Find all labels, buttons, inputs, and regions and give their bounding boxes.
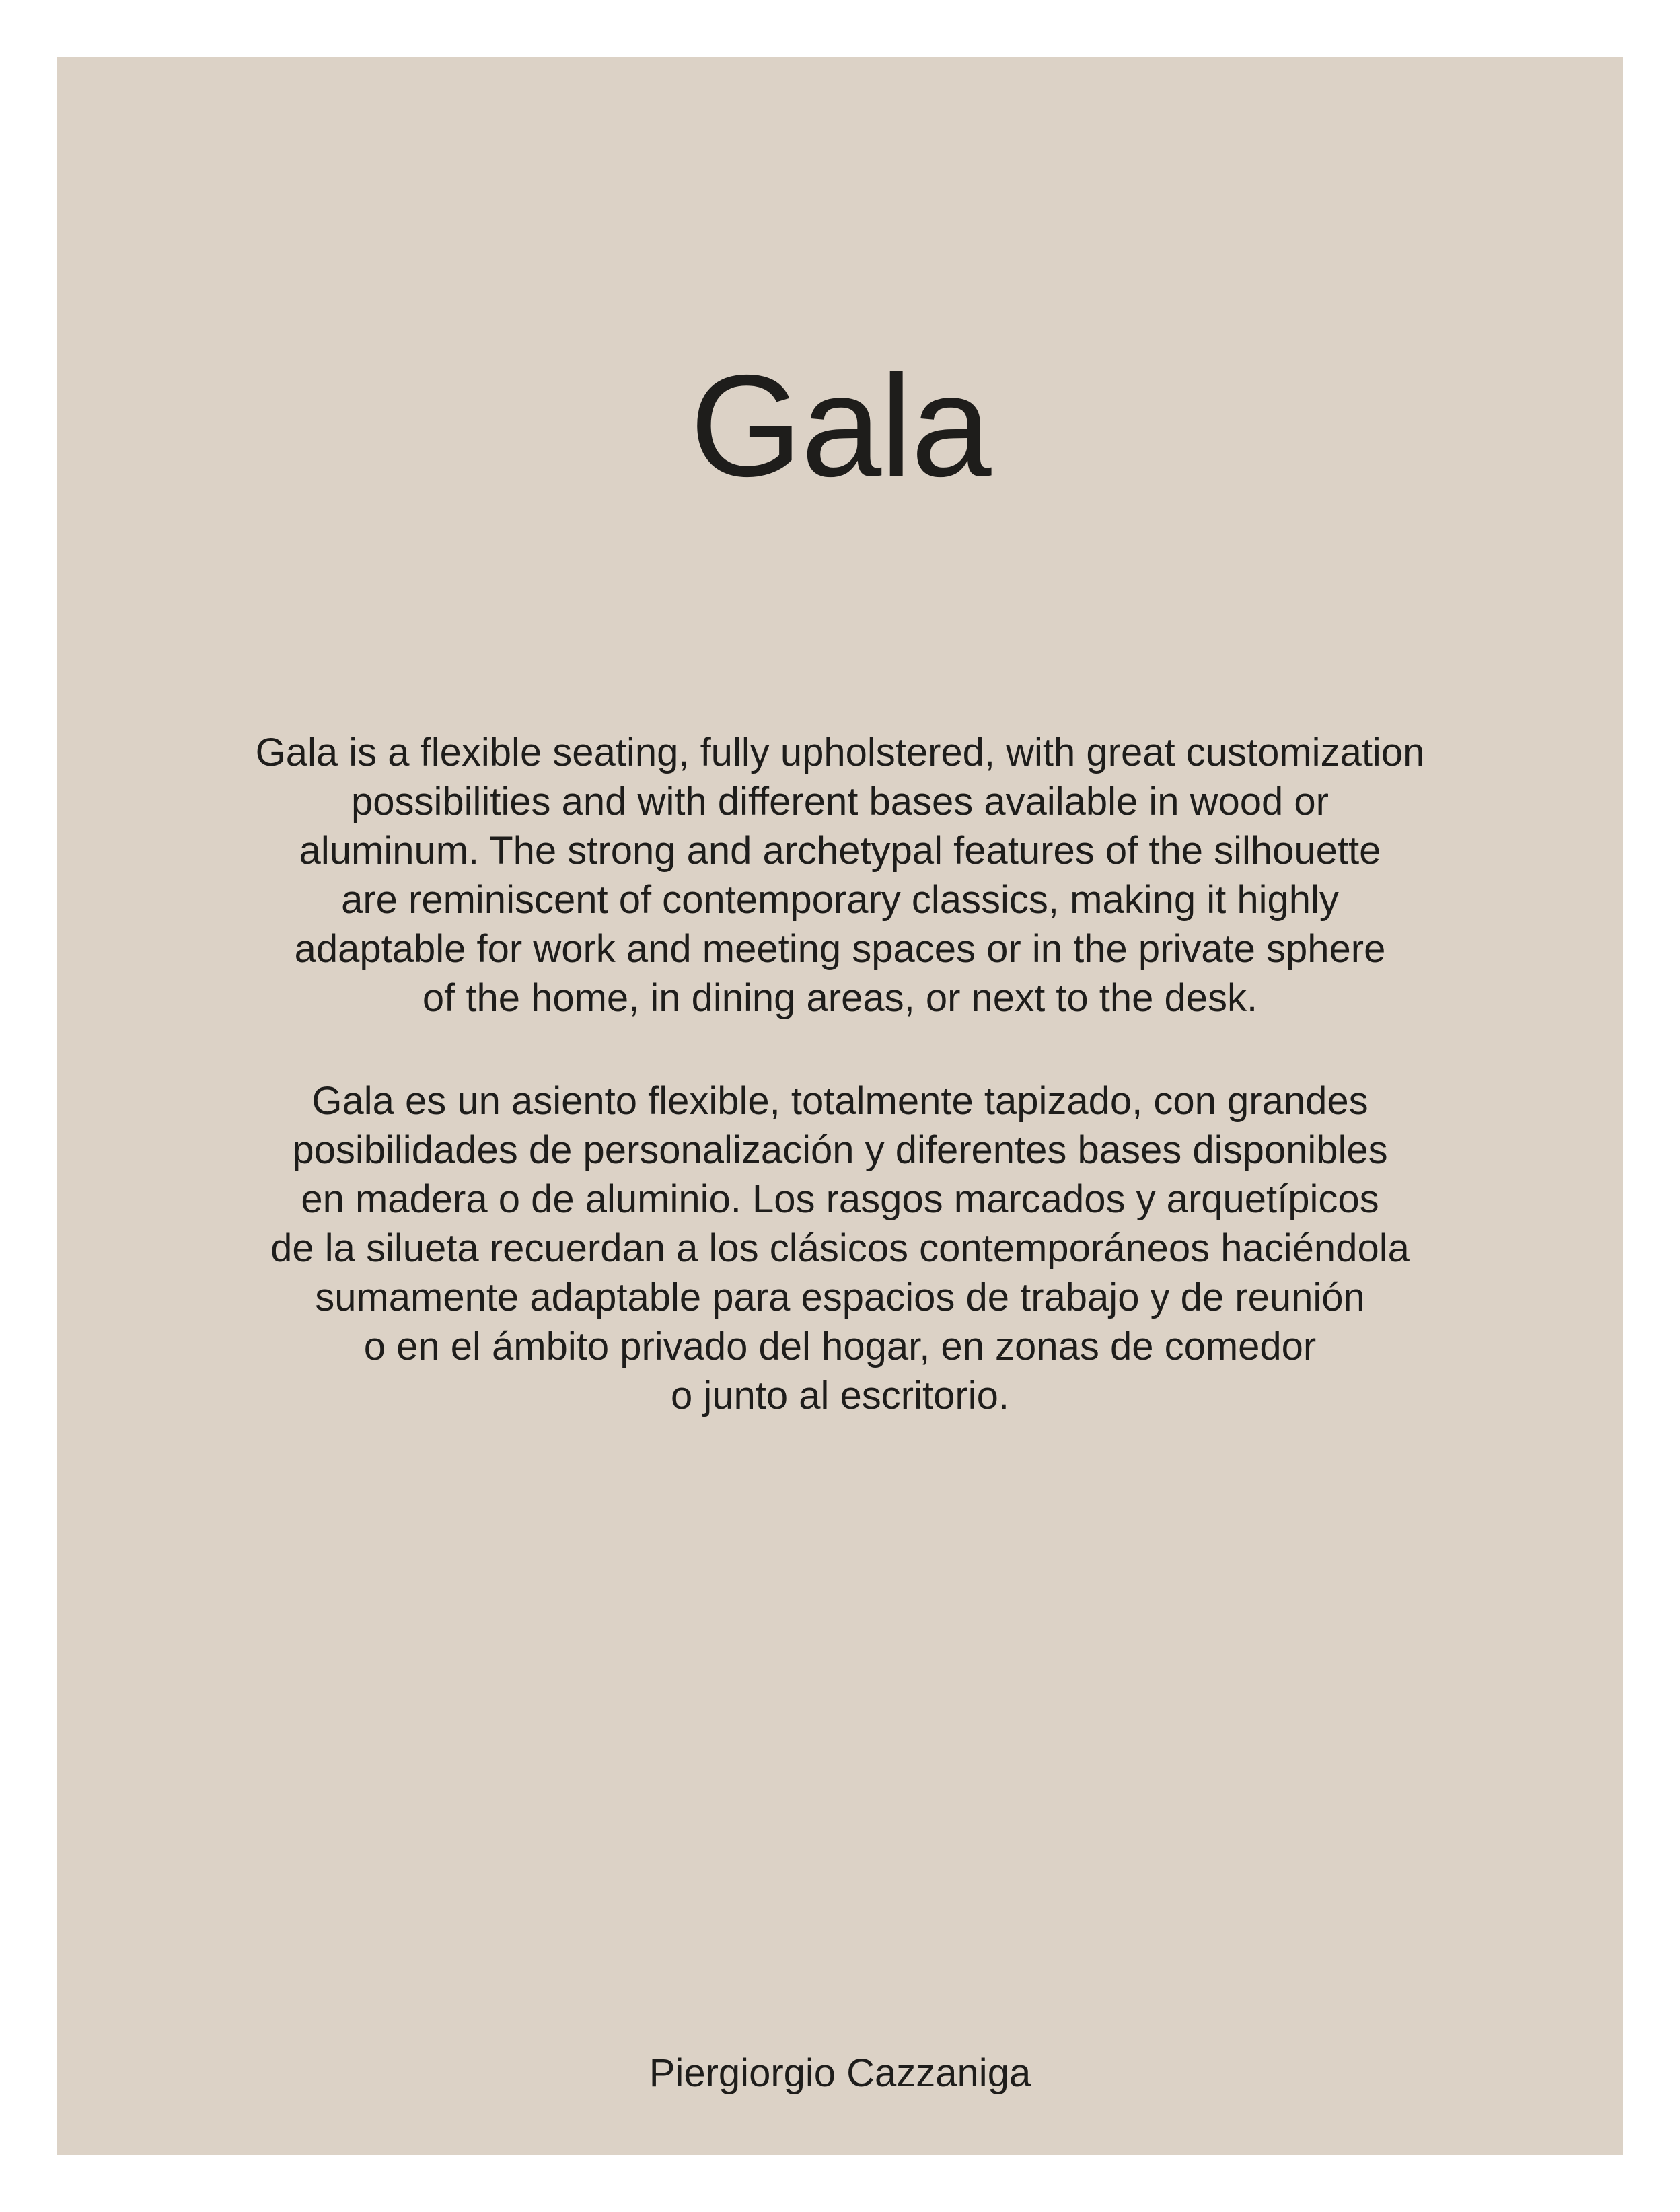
description-line: o junto al escritorio. [671, 1374, 1009, 1417]
description-line: de la silueta recuerdan a los clásicos contemporáneos haciéndola [270, 1226, 1410, 1270]
description-line: Gala is a flexible seating, fully upholstered, with great customization [255, 731, 1425, 774]
description-line: sumamente adaptable para espacios de trabajo y de reunión [315, 1276, 1365, 1319]
description-line: o en el ámbito privado del hogar, en zonas de comedor [363, 1325, 1317, 1368]
description-line: aluminum. The strong and archetypal features of the silhouette [299, 829, 1381, 873]
product-title: Gala [690, 344, 990, 507]
description-line: are reminiscent of contemporary classics, making it highly [341, 878, 1339, 922]
description-line: of the home, in dining areas, or next to the desk. [422, 976, 1258, 1020]
description-line: posibilidades de personalización y diferentes bases disponibles [292, 1128, 1388, 1172]
description-english [57, 728, 1623, 1023]
description-line: Gala es un asiento flexible, totalmente tapizado, con grandes [312, 1079, 1368, 1123]
description-line: en madera o de aluminio. Los rasgos marcados y arquetípicos [301, 1177, 1379, 1221]
designer-name: Piergiorgio Cazzaniga [649, 2051, 1031, 2095]
description-line: possibilities and with different bases available in wood or [351, 780, 1329, 823]
description-line: adaptable for work and meeting spaces or in the private sphere [294, 927, 1386, 971]
page-panel [57, 57, 1623, 2155]
description-spanish [57, 1076, 1623, 1420]
